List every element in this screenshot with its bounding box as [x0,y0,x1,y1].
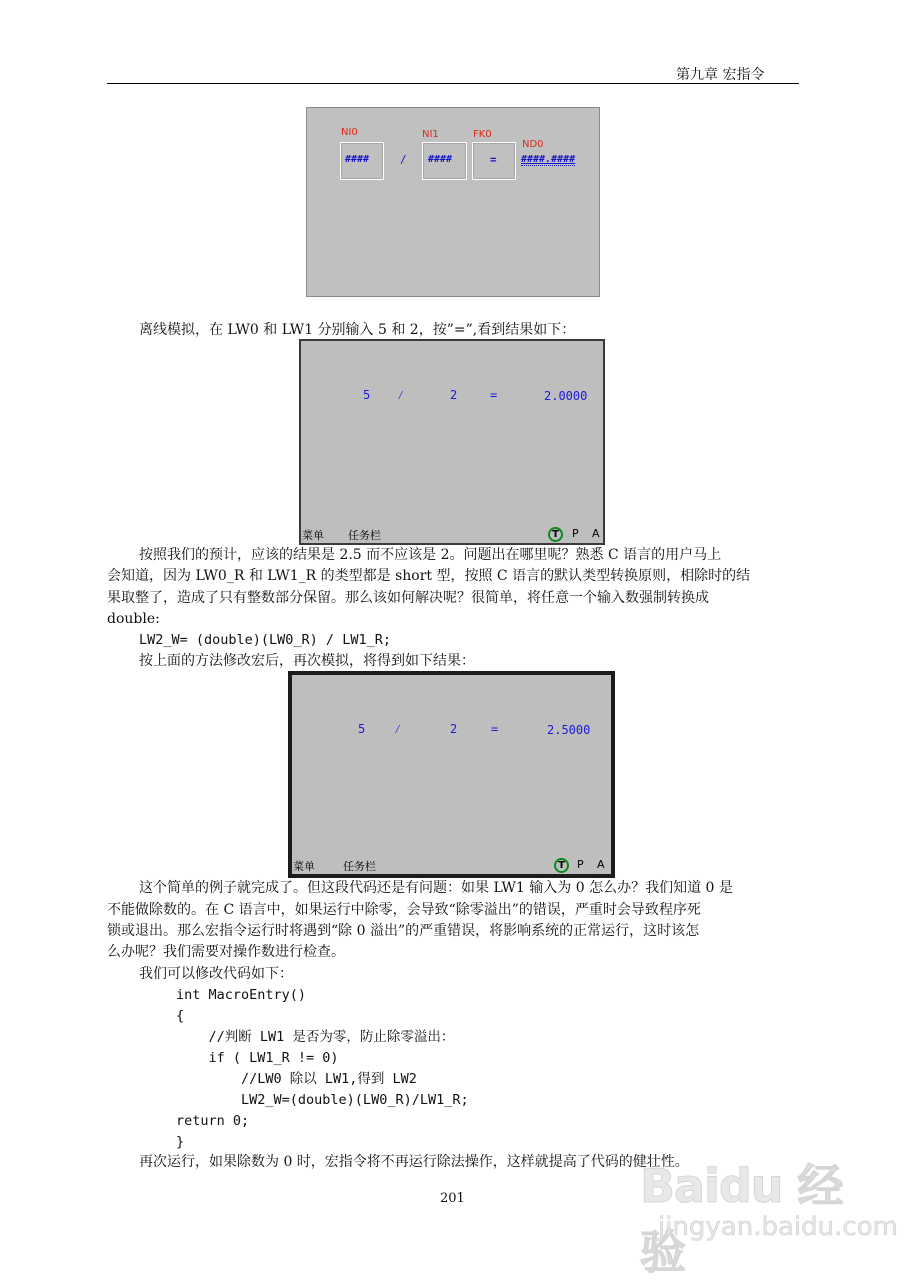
nd0-value: ####.#### [521,154,576,165]
sim2-a-button[interactable]: A [597,858,605,871]
code-line-cast: LW2_W= (double)(LW0_R) / LW1_R; [139,632,391,648]
paragraph-5: 我们可以修改代码如下： [139,966,293,982]
sim1-taskbar [301,525,603,543]
paragraph-1: 离线模拟，在 LW0 和 LW1 分别输入 5 和 2，按”=”,看到结果如下： [139,322,576,338]
paragraph-2-line-1: 按照我们的预计，应该的结果是 2.5 而不应该是 2。问题出在哪里呢？熟悉 C 语言的用户马上 [139,547,722,563]
watermark-url: jingyan.baidu.com [658,1212,898,1242]
sim2-p-button[interactable]: P [577,858,584,871]
sim1-a-button[interactable]: A [592,527,600,540]
paragraph-4-line-2: 不能做除数的。在 C 语言中，如果运行中除零，会导致“除零溢出”的错误，严重时会导致程序死 [107,902,701,918]
code-line: //LW0 除以 LW1,得到 LW2 [176,1071,417,1087]
sim1-result: 2.0000 [544,389,588,403]
code-line: int MacroEntry() [176,987,307,1003]
code-line: LW2_W=(double)(LW0_R)/LW1_R; [176,1092,469,1108]
sim2-taskbar [292,856,611,874]
equals-symbol: = [490,153,497,166]
nd0-label: ND0 [522,139,544,150]
paragraph-4-line-4: 么办呢？我们需要对操作数进行检查。 [107,944,345,960]
design-view-figure [306,107,600,297]
ni1-label: NI1 [422,129,439,140]
ni0-label: NI0 [341,127,358,138]
baidu-jingyan-watermark [640,1150,898,1279]
sim2-result: 2.5000 [547,723,591,737]
sim1-t-button[interactable]: T [548,527,563,542]
sim1-operand-b: 2 [450,388,458,402]
chapter-title: 第九章 宏指令 [676,67,765,83]
code-line: { [176,1008,185,1024]
paragraph-2-line-2: 会知道，因为 LW0_R 和 LW1_R 的类型都是 short 型，按照 C 语言的默认类型转换原则，相除时的结 [107,568,751,584]
paragraph-6: 再次运行，如果除数为 0 时，宏指令将不再运行除法操作，这样就提高了代码的健壮性。 [139,1154,689,1170]
sim2-operand-a: 5 [358,722,366,736]
paragraph-3: 按上面的方法修改宏后，再次模拟，将得到如下结果： [139,653,475,669]
ni1-value: #### [428,154,453,165]
sim1-divide: ⁄ [397,388,405,402]
code-line: return 0; [176,1113,250,1129]
simulation-screen-1 [299,339,605,545]
sim1-equals: = [490,388,498,402]
code-line: } [176,1134,185,1150]
code-line: //判断 LW1 是否为零，防止除零溢出： [176,1029,455,1045]
sim2-menu-button[interactable]: 菜单 [293,860,315,873]
sim1-p-button[interactable]: P [572,527,579,540]
ni0-value: #### [345,154,370,165]
sim1-taskbar-label[interactable]: 任务栏 [348,529,381,542]
header-rule [107,83,799,84]
fk0-label: FK0 [473,129,492,140]
paragraph-4-line-3: 锁或退出。那么宏指令运行时将遇到“除 0 溢出”的严重错误，将影响系统的正常运行，这时该怎 [107,923,700,939]
sim2-operand-b: 2 [450,722,458,736]
paragraph-2-line-4: double: [107,611,160,627]
page-number: 201 [440,1191,465,1206]
sim2-taskbar-label[interactable]: 任务栏 [343,860,376,873]
sim2-equals: = [491,722,499,736]
sim2-t-button[interactable]: T [554,858,569,873]
code-line: if ( LW1_R != 0) [176,1050,339,1066]
sim2-divide: ⁄ [394,722,402,736]
paragraph-2-line-3: 果取整了，造成了只有整数部分保留。那么该如何解决呢？很简单，将任意一个输入数强制转换成 [107,590,709,606]
sim1-menu-button[interactable]: 菜单 [302,529,324,542]
paragraph-4-line-1: 这个简单的例子就完成了。但这段代码还是有问题：如果 LW1 输入为 0 怎么办？我们知道 0 是 [139,880,733,896]
divide-symbol: / [400,153,407,166]
watermark-logo: Baidu 经验 [640,1159,843,1279]
simulation-screen-2 [288,671,615,878]
sim1-operand-a: 5 [363,388,371,402]
